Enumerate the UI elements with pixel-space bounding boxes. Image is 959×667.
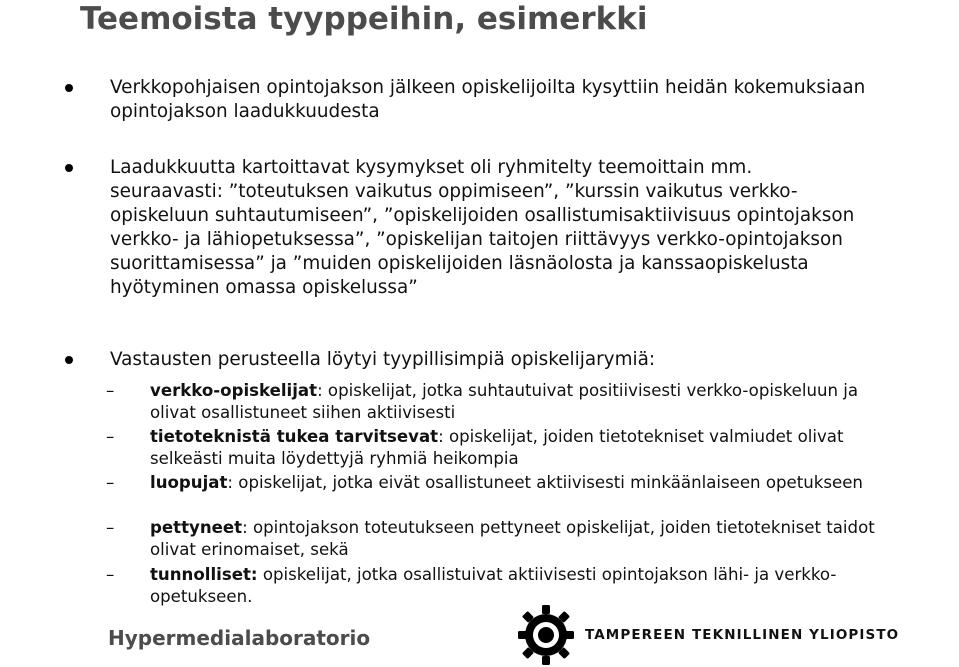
footer-lab-name: Hypermedialaboratorio [108, 626, 371, 650]
group-description: : opintojakson toteutukseen pettyneet opiskelijat, joiden tietotekniset taidot olivat erinomaiset, sekä [150, 518, 875, 559]
bullet-text: Vastausten perusteella löytyi tyypillisimpiä opiskelijarymiä: [110, 349, 656, 370]
group-term: tietoteknistä tukea tarvitsevat [150, 427, 439, 446]
group-description: : opiskelijat, jotka suhtautuivat positiivisesti verkko-opiskeluun ja olivat osallistuneet siihen aktiivisesti [150, 381, 859, 422]
footer-university-name: TAMPEREEN TEKNILLINEN YLIOPISTO [585, 627, 900, 643]
group-description: : opiskelijat, jotka eivät osallistuneet aktiivisesti minkäänlaiseen opetukseen [227, 473, 863, 492]
bullet-item [110, 76, 870, 124]
sub-bullet-item [106, 426, 880, 470]
bullet-text: Verkkopohjaisen opintojakson jälkeen opiskelijoilta kysyttiin heidän kokemuksiaan opintojakson laadukkuudesta [110, 77, 866, 122]
group-description: : opiskelijat, joiden tietotekniset valmiudet olivat selkeästi muita löydettyjä ryhmiä heikompia [150, 427, 844, 468]
sub-bullet-item [106, 564, 880, 608]
sub-bullet-item [106, 472, 880, 494]
sub-bullet-dash: – [106, 473, 115, 492]
bullet-item [110, 156, 870, 300]
sub-bullet-dash: – [106, 518, 115, 537]
sub-bullet-item [106, 380, 880, 424]
group-term: pettyneet [150, 518, 243, 537]
slide-title: Teemoista tyyppeihin, esimerkki [80, 1, 648, 37]
sub-bullet-item [106, 517, 880, 561]
sub-bullet-dash: – [106, 381, 115, 400]
bullet-text: Laadukkuutta kartoittavat kysymykset oli ryhmitelty teemoittain mm. seuraavasti: ”toteutuksen vaikutus oppimiseen”, ”kurssin vaikutus verkko-opiskeluun suhtautumiseen”, ”opiskelijoiden osallistumisaktiivisuus opintojakson verkko- ja lähiopetuksessa”, ”opiskelijan taitojen riittävyys verkko-opintojakson suorittamisessa” ja ”muiden opiskelijoiden läsnäolosta ja kanssaopiskelusta hyötyminen omassa opiskelussa” [110, 157, 855, 298]
bullet-dot-icon [65, 356, 73, 364]
group-term: luopujat [150, 473, 228, 492]
group-term: verkko-opiskelijat [150, 381, 318, 400]
group-description: opiskelijat, jotka osallistuivat aktiivisesti opintojakson lähi- ja verkko-opetukseen. [150, 565, 837, 606]
bullet-item [110, 348, 870, 372]
sub-bullet-dash: – [106, 565, 115, 584]
group-term: tunnolliset: [150, 565, 258, 584]
tut-gear-logo-icon [517, 604, 575, 666]
sub-bullet-dash: – [106, 427, 115, 446]
bullet-dot-icon [65, 84, 73, 92]
bullet-dot-icon [65, 164, 73, 172]
